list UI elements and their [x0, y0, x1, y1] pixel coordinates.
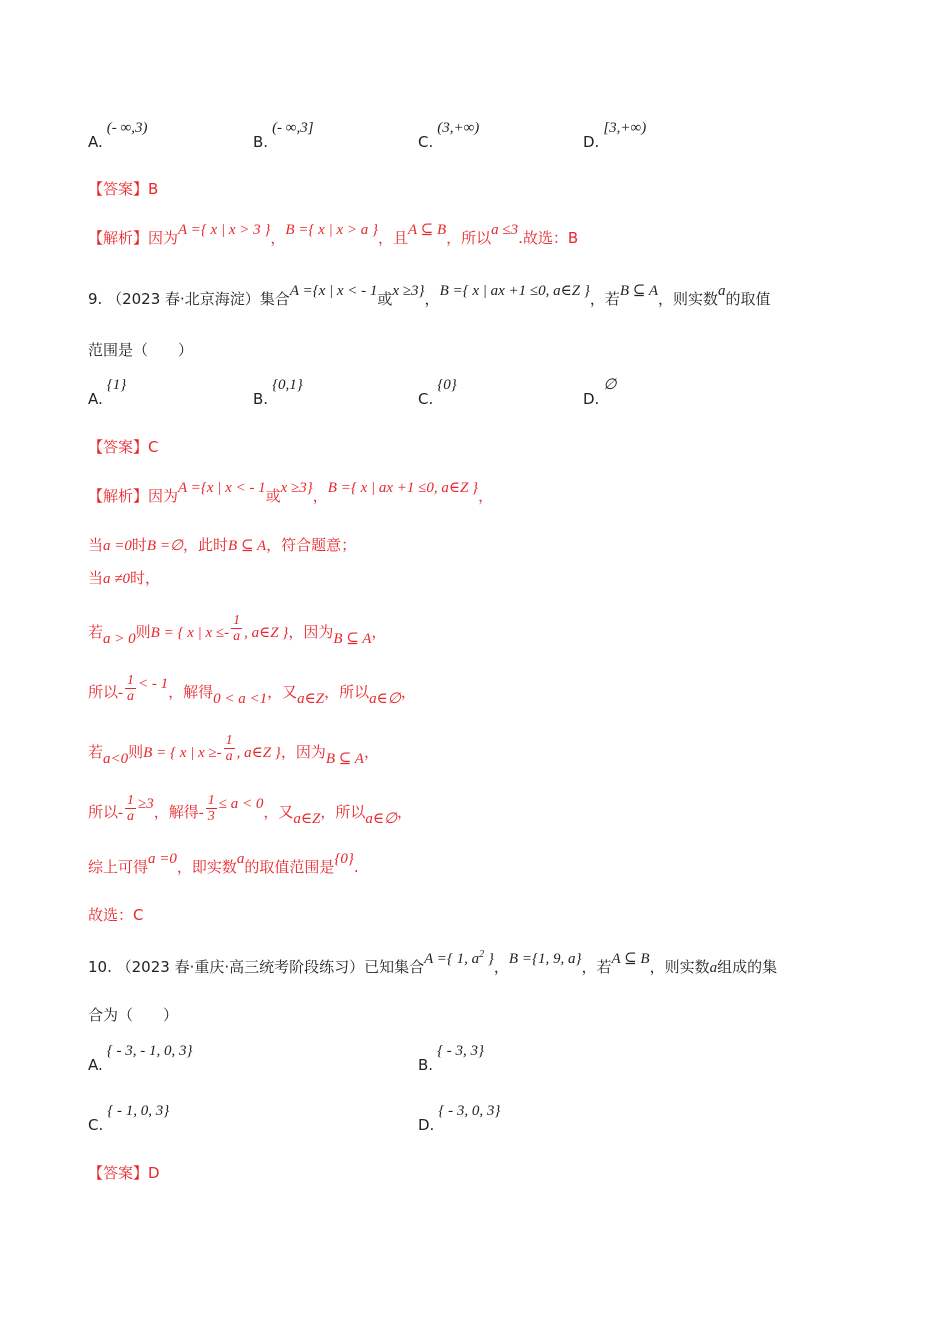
- q8-option-d: [583, 120, 647, 151]
- answer-value: B: [148, 180, 159, 198]
- math: B ⊆ A: [228, 538, 267, 554]
- explanation-tag: 【解析】: [88, 229, 149, 247]
- text: ，所以: [446, 229, 492, 247]
- math: a∈∅: [369, 691, 401, 707]
- answer-tag: 【答案】: [88, 438, 149, 456]
- text: ，: [363, 743, 379, 761]
- option-label: D.: [418, 1116, 435, 1134]
- denominator: a: [233, 629, 241, 644]
- option-math: [3,+∞): [603, 120, 647, 136]
- math: a∈Z: [297, 691, 325, 707]
- q9-expl-line4: [88, 613, 387, 648]
- math: {0}: [334, 851, 354, 867]
- option-label: A.: [88, 1056, 103, 1074]
- text: 综上可得: [88, 858, 149, 876]
- text: ，符合题意；: [266, 536, 357, 554]
- q10-stem: [88, 949, 778, 978]
- math: ≤ a < 0: [218, 796, 264, 812]
- text: ，所以: [324, 683, 370, 701]
- math: B ⊆ A: [325, 751, 364, 767]
- math: A ={x | x < - 1: [178, 480, 266, 496]
- text: ，即实数: [176, 858, 237, 876]
- question-source: （2023 春·北京海淀）集合: [107, 290, 290, 308]
- text: ，: [371, 623, 387, 641]
- math: a: [236, 851, 245, 867]
- text: ，则实数: [657, 290, 718, 308]
- math-part: }: [484, 951, 494, 967]
- answer-value: C: [148, 438, 159, 456]
- text: ，: [478, 487, 494, 505]
- option-label: B.: [253, 390, 269, 408]
- math: B ={ x | ax +1 ≤0, a∈Z }: [327, 480, 479, 496]
- numerator: 1: [225, 733, 233, 748]
- q8-option-b: [253, 120, 314, 151]
- text: ，若: [581, 958, 612, 976]
- math: B ⊆ A: [333, 631, 372, 647]
- text: .: [353, 858, 359, 876]
- option-math: { - 3, 0, 3}: [438, 1103, 501, 1119]
- q9-expl-line6: [88, 733, 379, 768]
- text: 若: [88, 743, 104, 761]
- q9-expl-line7: [88, 793, 413, 828]
- q10-option-d: [418, 1103, 501, 1134]
- math: -: [198, 805, 204, 821]
- math: a: [709, 960, 718, 976]
- text: ，因为: [288, 623, 334, 641]
- q8-option-c: [418, 120, 480, 151]
- option-label: B.: [253, 133, 269, 151]
- text: ，: [493, 958, 509, 976]
- q10-option-c: [88, 1103, 170, 1134]
- denominator: 3: [207, 809, 215, 824]
- text: 则: [135, 623, 151, 641]
- q8-option-a: [88, 120, 148, 151]
- math: a > 0: [103, 631, 136, 647]
- text: ，解得: [153, 803, 199, 821]
- math: a<0: [103, 751, 129, 767]
- option-label: D.: [583, 390, 600, 408]
- math: -: [118, 805, 124, 821]
- option-label: B.: [418, 1056, 434, 1074]
- text: 的取值范围是: [244, 858, 335, 876]
- option-math: (- ∞,3]: [272, 120, 314, 136]
- q9-expl-line2: [88, 535, 356, 556]
- numerator: 1: [233, 613, 241, 628]
- option-math: { - 3, - 1, 0, 3}: [106, 1043, 193, 1059]
- text: ，因为: [280, 743, 326, 761]
- math: < - 1: [138, 676, 169, 692]
- fraction: [125, 673, 136, 704]
- numerator: 1: [127, 673, 135, 688]
- answer-tag: 【答案】: [88, 180, 149, 198]
- q10-option-b: [418, 1043, 485, 1074]
- text: ，: [424, 290, 440, 308]
- denominator: a: [225, 749, 233, 764]
- text: ，又: [267, 683, 298, 701]
- math: B ={ x | ax +1 ≤0, a∈Z }: [439, 283, 590, 299]
- question-source: （2023 春·重庆·高三统考阶段练习）已知集合: [116, 958, 425, 976]
- math: -: [118, 685, 124, 701]
- text: ，此时: [183, 536, 229, 554]
- denominator: a: [127, 809, 135, 824]
- fraction: [125, 793, 136, 824]
- q9-option-b: [253, 377, 303, 408]
- numerator: 1: [127, 793, 135, 808]
- math: a∈∅: [365, 811, 398, 827]
- math: a =0: [103, 538, 132, 554]
- math: x ≥3}: [280, 480, 313, 496]
- option-math: { - 1, 0, 3}: [107, 1103, 170, 1119]
- math: ≥3: [138, 796, 154, 812]
- option-math: (3,+∞): [437, 120, 480, 136]
- q9-option-c: [418, 377, 457, 408]
- q9-option-d: [583, 377, 617, 408]
- option-math: {1}: [106, 377, 127, 393]
- answer-value: D: [148, 1164, 160, 1182]
- math: x ≥3}: [392, 283, 425, 299]
- fraction: [231, 613, 242, 644]
- text: ，: [270, 229, 286, 247]
- q9-stem-line2: [88, 340, 193, 360]
- text: ，且: [377, 229, 408, 247]
- text: 或: [265, 487, 281, 505]
- text: ，又: [263, 803, 294, 821]
- text: ，: [397, 803, 413, 821]
- superscript: 2: [479, 949, 485, 960]
- math: B =∅: [146, 538, 184, 554]
- q9-stem: [88, 283, 771, 310]
- option-label: C.: [88, 1116, 104, 1134]
- text: 范围是（ ）: [88, 341, 194, 359]
- text: ，则实数: [649, 958, 710, 976]
- option-math: {0}: [437, 377, 457, 393]
- text: 时: [131, 536, 147, 554]
- text: 因为: [148, 487, 179, 505]
- text: ，所以: [320, 803, 366, 821]
- math: a∈Z: [293, 811, 321, 827]
- text: 当: [88, 536, 104, 554]
- math: a ≤3: [491, 222, 519, 238]
- q9-final: [88, 905, 143, 925]
- text: .故选：B: [518, 229, 579, 247]
- math: a: [718, 283, 726, 299]
- q9-expl-line3: [88, 568, 160, 589]
- text: 当: [88, 569, 104, 587]
- numerator: 1: [207, 793, 215, 808]
- math: , a∈Z }: [236, 745, 281, 761]
- math: A ⊆ B: [611, 951, 650, 967]
- math: 0 < a <1: [213, 691, 268, 707]
- math: a ≠0: [103, 571, 130, 587]
- q10-option-a: [88, 1043, 193, 1074]
- option-math: {0,1}: [272, 377, 303, 393]
- option-math: (- ∞,3): [106, 120, 148, 136]
- q9-expl-line5: [88, 673, 416, 708]
- option-math: { - 3, 3}: [437, 1043, 485, 1059]
- question-number: 10.: [88, 958, 112, 976]
- option-math: ∅: [603, 377, 617, 393]
- text: ，: [400, 683, 416, 701]
- explanation-tag: 【解析】: [88, 487, 149, 505]
- math: A ={x | x < - 1: [289, 283, 378, 299]
- text: 所以: [88, 803, 119, 821]
- math: B = { x | x ≥-: [143, 745, 222, 761]
- answer-tag: 【答案】: [88, 1164, 149, 1182]
- q8-answer: [88, 179, 158, 199]
- option-label: D.: [583, 133, 600, 151]
- question-number: 9.: [88, 290, 103, 308]
- q9-answer: [88, 437, 159, 457]
- math: B = { x | x ≤-: [150, 625, 230, 641]
- text: 的取值: [725, 290, 771, 308]
- option-label: C.: [418, 390, 434, 408]
- math: a =0: [148, 851, 177, 867]
- text: 组成的集: [717, 958, 778, 976]
- q10-answer: [88, 1163, 160, 1183]
- text: 或: [377, 290, 393, 308]
- option-label: A.: [88, 390, 103, 408]
- math-part: A ={ 1, a: [424, 951, 480, 967]
- text: ，解得: [168, 683, 214, 701]
- q8-explanation: [88, 222, 579, 249]
- text: 因为: [148, 229, 179, 247]
- text: 时，: [130, 569, 161, 587]
- math: [424, 951, 494, 967]
- math: A ⊆ B: [407, 222, 447, 238]
- text: 所以: [88, 683, 119, 701]
- q10-stem-line2: [88, 1005, 178, 1025]
- q9-option-a: [88, 377, 127, 408]
- q9-expl-line8: [88, 851, 359, 878]
- fraction: [224, 733, 235, 764]
- option-label: A.: [88, 133, 103, 151]
- math: A ={ x | x > 3 }: [178, 222, 271, 238]
- text: 合为（ ）: [88, 1006, 179, 1024]
- option-label: C.: [418, 133, 434, 151]
- text: 若: [88, 623, 104, 641]
- math: B ={1, 9, a}: [508, 951, 582, 967]
- text: 则: [128, 743, 144, 761]
- fraction: [206, 793, 217, 824]
- text: 故选：C: [88, 906, 144, 924]
- math: B ⊆ A: [619, 283, 658, 299]
- math: B ={ x | x > a }: [285, 222, 378, 238]
- text: ，: [312, 487, 328, 505]
- math: , a∈Z }: [244, 625, 289, 641]
- q9-expl-line1: [88, 480, 494, 507]
- text: ，若: [589, 290, 620, 308]
- denominator: a: [127, 689, 135, 704]
